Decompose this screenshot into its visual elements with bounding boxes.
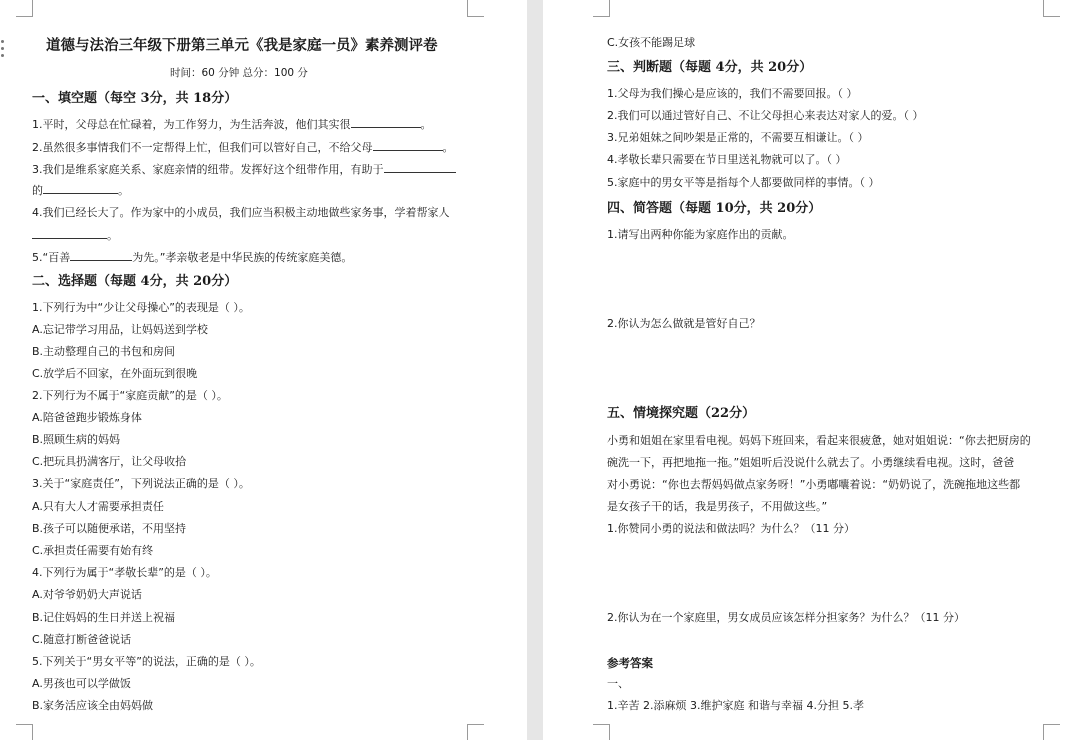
crop-mark-bottom-left [593, 724, 610, 740]
choice-line: 5.下列关于“男女平等”的说法，正确的是（ ）。 [32, 655, 261, 668]
choice-line: B.照顾生病的妈妈 [32, 433, 121, 446]
section4-title: 四、简答题（每题 10分，共 20分） [607, 201, 822, 216]
story-line: 小勇和姐姐在家里看电视。妈妈下班回来，看起来很疲惫，她对姐姐说：“你去把厨房的 [607, 434, 1031, 447]
crop-mark-top-left [593, 0, 610, 17]
answer-blank[interactable] [384, 162, 456, 173]
short-answer-question-2: 2.你认为怎么做就是管好自己？ [607, 317, 761, 330]
crop-mark-bottom-right [1043, 724, 1060, 740]
answer-blank[interactable] [351, 117, 421, 128]
story-line: 对小勇说：“你也去帮妈妈做点家务呀！”小勇嘟囔着说：“奶奶说了，洗碗拖地这些都 [607, 478, 1021, 491]
choice-line: B.记住妈妈的生日并送上祝福 [32, 611, 176, 624]
answer-section-label: 一、 [607, 677, 629, 690]
section1-title: 一、填空题（每空 3分，共 18分） [32, 91, 238, 106]
answer-line: 1.辛苦 2.添麻烦 3.维护家庭 和谐与幸福 4.分担 5.孝 [607, 699, 864, 712]
answer-blank[interactable] [373, 140, 443, 151]
choice-line: B.家务活应该全由妈妈做 [32, 699, 154, 712]
document-title: 道德与法治三年级下册第三单元《我是家庭一员》素养测评卷 [46, 37, 438, 54]
section2-title: 二、选择题（每题 4分，共 20分） [32, 274, 238, 289]
story-line: 碗洗一下，再把地拖一拖。”姐姐听后没说什么就去了。小勇继续看电视。这时，爸爸 [607, 456, 1015, 469]
case-question-2: 2.你认为在一个家庭里，男女成员应该怎样分担家务？为什么？（11 分） [607, 611, 965, 624]
drag-handle-icon[interactable] [1, 40, 4, 61]
choice-line: 2.下列行为不属于“家庭贡献”的是（ ）。 [32, 389, 228, 402]
choice-line: C.承担责任需要有始有终 [32, 544, 154, 557]
crop-mark-top-right [467, 0, 484, 17]
crop-mark-bottom-right [467, 724, 484, 740]
judge-line: 5.家庭中的男女平等是指每个人都要做同样的事情。（ ） [607, 176, 880, 189]
choice-line: 3.关于“家庭责任”，下列说法正确的是（ ）。 [32, 477, 250, 490]
fill-q2-end: 。 [442, 141, 454, 154]
left-page [0, 0, 527, 740]
right-page [543, 0, 1080, 740]
crop-mark-top-left [16, 0, 33, 17]
case-question-1: 1.你赞同小勇的说法和做法吗？为什么？（11 分） [607, 522, 855, 535]
fill-q3-end: 。 [118, 184, 129, 197]
choice-line: A.对爷爷奶奶大声说话 [32, 588, 142, 601]
answer-key-title: 参考答案 [607, 656, 653, 670]
fill-q4-end: 。 [107, 229, 118, 242]
choice-line: A.陪爸爸跑步锻炼身体 [32, 411, 142, 424]
crop-mark-top-right [1043, 0, 1060, 17]
choice-line: B.孩子可以随便承诺，不用坚持 [32, 522, 187, 535]
fill-question-3-cont [32, 183, 129, 198]
short-answer-question-1: 1.请写出两种你能为家庭作出的贡献。 [607, 228, 794, 241]
fill-q2-text: 2.虽然很多事情我们不一定帮得上忙，但我们可以管好自己，不给父母 [32, 141, 373, 154]
judge-line: 1.父母为我们操心是应该的，我们不需要回报。（ ） [607, 87, 858, 100]
fill-question-1 [32, 117, 432, 132]
choice-line: C.随意打断爸爸说话 [32, 633, 132, 646]
choice-line: A.男孩也可以学做饭 [32, 677, 131, 690]
choice-line: A.忘记带学习用品，让妈妈送到学校 [32, 323, 208, 336]
judge-line: 3.兄弟姐妹之间吵架是正常的，不需要互相谦让。（ ） [607, 131, 869, 144]
answer-blank[interactable] [32, 228, 107, 239]
choice-line: 1.下列行为中“少让父母操心”的表现是（ ）。 [32, 301, 250, 314]
fill-q1-text: 1.平时，父母总在忙碌着，为工作努力，为生活奔波，他们其实很 [32, 118, 351, 131]
section3-title: 三、判断题（每题 4分，共 20分） [607, 60, 813, 75]
answer-blank[interactable] [70, 250, 132, 261]
fill-question-4 [32, 206, 450, 220]
fill-q5-end: 为先。”孝亲敬老是中华民族的传统家庭美德。 [132, 251, 353, 264]
fill-q3-text-b: 的 [32, 184, 43, 197]
choice-line: B.主动整理自己的书包和房间 [32, 345, 176, 358]
exam-subtitle: 时间：60 分钟 总分：100 分 [170, 67, 308, 79]
choice-line: A.只有大人才需要承担责任 [32, 500, 164, 513]
choice-line-carry: C.女孩不能踢足球 [607, 36, 696, 49]
choice-line: 4.下列行为属于“孝敬长辈”的是（ ）。 [32, 566, 217, 579]
crop-mark-bottom-left [16, 724, 33, 740]
fill-q3-text: 3.我们是维系家庭关系、家庭亲情的纽带。发挥好这个纽带作用，有助于 [32, 163, 384, 176]
fill-q1-end: 。 [420, 118, 432, 131]
fill-question-3 [32, 162, 456, 177]
fill-question-4-cont [32, 228, 118, 243]
judge-line: 4.孝敬长辈只需要在节日里送礼物就可以了。（ ） [607, 153, 847, 166]
answer-blank[interactable] [43, 183, 118, 194]
choice-line: C.放学后不回家，在外面玩到很晚 [32, 367, 198, 380]
choice-line: C.把玩具扔满客厅，让父母收拾 [32, 455, 187, 468]
fill-q5-start: 5.“百善 [32, 251, 71, 264]
fill-question-2 [32, 140, 454, 155]
fill-q4-text: 4.我们已经长大了。作为家中的小成员，我们应当积极主动地做些家务事，学着帮家人 [32, 206, 450, 219]
story-line: 是女孩子干的话，我是男孩子，不用做这些。” [607, 500, 828, 513]
judge-line: 2.我们可以通过管好自己、不让父母担心来表达对家人的爱。（ ） [607, 109, 924, 122]
section5-title: 五、情境探究题（22分） [607, 406, 756, 421]
fill-question-5 [32, 250, 352, 265]
